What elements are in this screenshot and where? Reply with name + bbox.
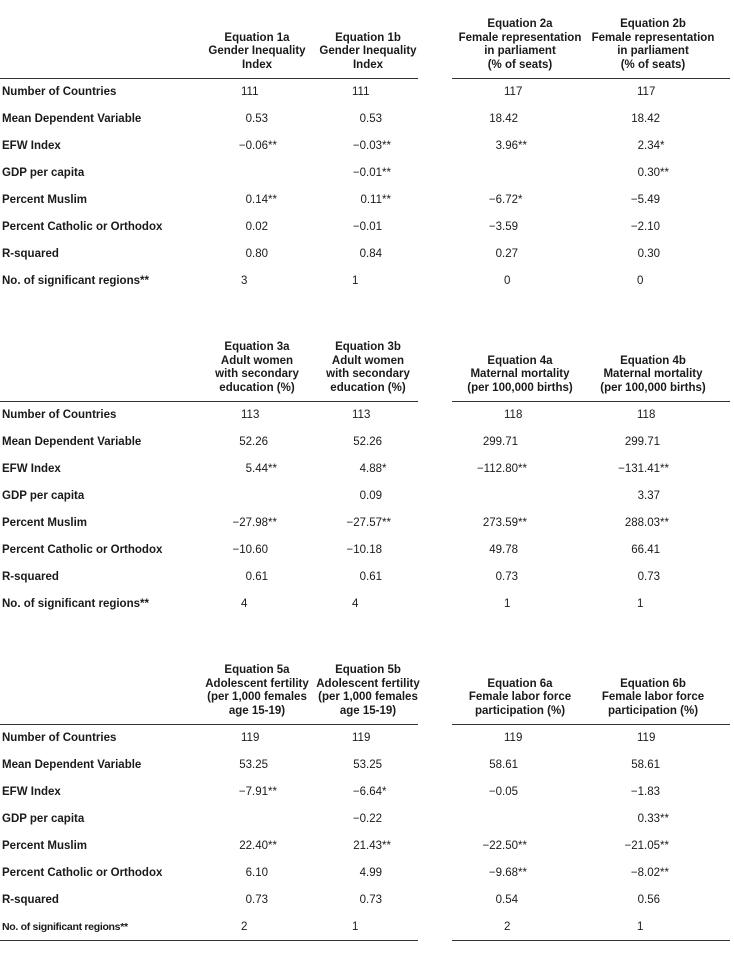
table-cell: 53.25 (353, 759, 382, 771)
column-header-line: (per 1,000 females (318, 691, 418, 703)
row-label: No. of significant regions** (2, 275, 149, 287)
table-cell: −131.41** (618, 463, 669, 475)
table-cell: 1 (352, 275, 359, 287)
table-cell: 2 (504, 921, 511, 933)
column-header-line: Equation 3a (224, 341, 290, 353)
row-label: Percent Muslim (2, 840, 87, 852)
table-cell: 18.42 (631, 113, 660, 125)
header-rule (452, 401, 730, 402)
column-header-line: Maternal mortality (470, 368, 570, 380)
column-header (445, 18, 595, 72)
table-cell: 119 (504, 732, 523, 744)
column-header-line: Adult women (220, 354, 294, 367)
column-header-line: Female representation (458, 31, 582, 44)
column-header-line: Female representation (591, 31, 715, 44)
table-cell: 0.54 (495, 894, 518, 906)
row-label: R-squared (2, 248, 59, 260)
row-label: No. of significant regions** (2, 921, 128, 933)
table-cell: 0.61 (359, 571, 382, 583)
table-cell: 3 (241, 275, 248, 287)
table-cell: 0 (504, 275, 511, 287)
row-label: Number of Countries (2, 409, 117, 421)
column-header-line: age 15-19) (339, 704, 397, 717)
row-label: Percent Catholic or Orthodox (2, 221, 163, 233)
table-cell: 0.30 (637, 248, 660, 260)
header-rule (0, 78, 418, 79)
row-label: Mean Dependent Variable (2, 436, 142, 448)
column-header-line: (per 100,000 births) (467, 381, 573, 394)
table-cell: 21.43** (353, 840, 391, 852)
row-label: Number of Countries (2, 732, 117, 744)
table-cell: 4 (352, 598, 359, 610)
column-header-line: Gender Inequality (319, 45, 417, 57)
table-cell: 1 (352, 921, 359, 933)
table-block-2 (0, 323, 734, 643)
table-cell: −0.03** (352, 140, 391, 152)
column-header (578, 678, 728, 719)
column-header (445, 678, 595, 719)
row-label: No. of significant regions** (2, 598, 149, 610)
column-header-line: Equation 3b (335, 341, 401, 353)
column-header-line: education (%) (219, 381, 295, 394)
bottom-rule (0, 940, 418, 941)
table-cell: 4.99 (359, 867, 382, 879)
row-label: Percent Catholic or Orthodox (2, 544, 163, 556)
column-header-line: Equation 1b (335, 31, 401, 44)
table-cell: 0.73 (495, 571, 518, 583)
table-cell: 117 (637, 86, 656, 98)
table-cell: −6.64* (352, 786, 387, 798)
table-cell: 111 (352, 86, 370, 98)
column-header-line: Gender Inequality (208, 45, 306, 57)
row-label: Percent Muslim (2, 194, 87, 206)
column-header-line: Equation 4a (487, 354, 553, 367)
table-cell: 66.41 (631, 544, 660, 556)
table-cell: 113 (352, 409, 371, 421)
table-cell: −2.10 (630, 221, 660, 233)
row-label: GDP per capita (2, 813, 85, 825)
table-cell: 52.26 (239, 436, 268, 448)
column-header-line: in parliament (484, 45, 556, 57)
column-header-line: Index (241, 58, 273, 71)
table-cell: −0.22 (352, 813, 382, 825)
column-header-line: Maternal mortality (603, 368, 703, 380)
column-header (293, 341, 443, 395)
table-cell: −5.49 (630, 194, 660, 206)
table-cell: 53.25 (239, 759, 268, 771)
column-header-line: Equation 2a (487, 18, 553, 30)
row-label: R-squared (2, 571, 59, 583)
table-cell: 119 (637, 732, 656, 744)
table-cell: 113 (241, 409, 260, 421)
table-cell: 0.73 (637, 571, 660, 583)
table-cell: −22.50** (482, 840, 527, 852)
column-header-line: Equation 6a (487, 677, 553, 690)
row-label: Mean Dependent Variable (2, 113, 142, 125)
column-header-line: Female labor force (601, 691, 705, 703)
column-header-line: age 15-19) (228, 704, 286, 717)
row-label: EFW Index (2, 463, 61, 475)
header-rule (0, 401, 418, 402)
row-label: GDP per capita (2, 167, 85, 179)
table-cell: 58.61 (489, 759, 518, 771)
table-cell: 119 (352, 732, 371, 744)
column-header-line: Index (352, 58, 384, 71)
table-cell: 0.84 (359, 248, 382, 260)
column-header-line: Equation 5b (335, 664, 401, 676)
column-header (578, 355, 728, 396)
column-header-line: with secondary (326, 368, 410, 380)
table-cell: 0.61 (245, 571, 268, 583)
column-header-line: Female labor force (468, 691, 572, 703)
column-header-line: Equation 2b (620, 18, 686, 30)
table-cell: −10.18 (346, 544, 382, 556)
table-block-1 (0, 0, 734, 320)
table-cell: −6.72* (488, 194, 523, 206)
table-cell: −0.01 (352, 221, 382, 233)
table-cell: 1 (637, 598, 644, 610)
table-cell: 0.11** (360, 194, 391, 206)
table-cell: 3.96** (495, 140, 527, 152)
table-cell: −9.68** (488, 867, 527, 879)
table-cell: 22.40** (239, 840, 277, 852)
table-cell: 273.59** (482, 517, 527, 529)
row-label: EFW Index (2, 786, 61, 798)
table-cell: 4 (241, 598, 248, 610)
table-cell: 299.71 (624, 436, 660, 448)
table-cell: 119 (241, 732, 260, 744)
table-cell: 6.10 (245, 867, 268, 879)
table-cell: 288.03** (624, 517, 669, 529)
table-cell: 117 (504, 86, 523, 98)
column-header-line: Adult women (331, 354, 405, 367)
table-cell: 0.14** (245, 194, 277, 206)
table-cell: 0.02 (245, 221, 268, 233)
column-header-line: education (%) (330, 381, 406, 394)
header-rule (452, 78, 730, 79)
header-rule (452, 724, 730, 725)
row-label: Percent Catholic or Orthodox (2, 867, 163, 879)
table-cell: 0.30** (637, 167, 669, 179)
table-cell: 4.88* (359, 463, 387, 475)
column-header (293, 664, 443, 718)
row-label: Percent Muslim (2, 517, 87, 529)
table-cell: 52.26 (353, 436, 382, 448)
table-cell: −0.06** (238, 140, 277, 152)
table-cell: −112.80** (476, 463, 527, 475)
table-cell: −1.83 (630, 786, 660, 798)
row-label: R-squared (2, 894, 59, 906)
table-cell: −21.05** (624, 840, 669, 852)
column-header-line: Adolescent fertility (316, 677, 420, 690)
table-cell: 0.33** (637, 813, 669, 825)
table-cell: 118 (504, 409, 523, 421)
table-cell: 0.27 (495, 248, 518, 260)
table-cell: 58.61 (631, 759, 660, 771)
table-cell: 299.71 (482, 436, 518, 448)
table-cell: 0.09 (359, 490, 382, 502)
bottom-rule (452, 940, 730, 941)
column-header-line: Equation 6b (620, 677, 686, 690)
column-header-line: (per 100,000 births) (600, 381, 706, 394)
table-cell: 0.80 (245, 248, 268, 260)
row-label: Number of Countries (2, 86, 117, 98)
table-cell: −8.02** (630, 867, 669, 879)
column-header-line: participation (%) (474, 704, 566, 717)
table-cell: −7.91** (238, 786, 277, 798)
table-cell: 18.42 (489, 113, 518, 125)
row-label: GDP per capita (2, 490, 85, 502)
table-cell: 3.37 (637, 490, 660, 502)
table-cell: −3.59 (488, 221, 518, 233)
column-header-line: participation (%) (607, 704, 699, 717)
column-header-line: with secondary (215, 368, 299, 380)
table-block-3 (0, 646, 734, 966)
column-header (445, 355, 595, 396)
table-cell: 1 (504, 598, 511, 610)
column-header-line: (per 1,000 females (207, 691, 307, 703)
table-cell: 0.53 (245, 113, 268, 125)
row-label: Mean Dependent Variable (2, 759, 142, 771)
column-header-line: (% of seats) (487, 58, 553, 71)
column-header-line: Equation 5a (224, 664, 290, 676)
table-cell: 0.56 (637, 894, 660, 906)
table-cell: −0.05 (488, 786, 518, 798)
table-cell: 0.73 (359, 894, 382, 906)
column-header (293, 32, 443, 73)
table-cell: 111 (241, 86, 259, 98)
table-cell: 0 (637, 275, 644, 287)
table-cell: 49.78 (489, 544, 518, 556)
table-cell: 1 (637, 921, 644, 933)
column-header-line: Equation 1a (224, 31, 290, 44)
column-header-line: (% of seats) (620, 58, 686, 71)
column-header-line: in parliament (617, 45, 689, 57)
table-cell: 2.34* (637, 140, 665, 152)
table-cell: −10.60 (232, 544, 268, 556)
row-label: EFW Index (2, 140, 61, 152)
column-header-line: Adolescent fertility (205, 677, 309, 690)
table-cell: 2 (241, 921, 248, 933)
table-cell: 0.53 (359, 113, 382, 125)
column-header (578, 18, 728, 72)
table-cell: 5.44** (245, 463, 277, 475)
table-cell: −0.01** (352, 167, 391, 179)
table-cell: −27.57** (346, 517, 391, 529)
table-cell: −27.98** (232, 517, 277, 529)
table-cell: 118 (637, 409, 656, 421)
column-header-line: Equation 4b (620, 354, 686, 367)
table-cell: 0.73 (245, 894, 268, 906)
header-rule (0, 724, 418, 725)
